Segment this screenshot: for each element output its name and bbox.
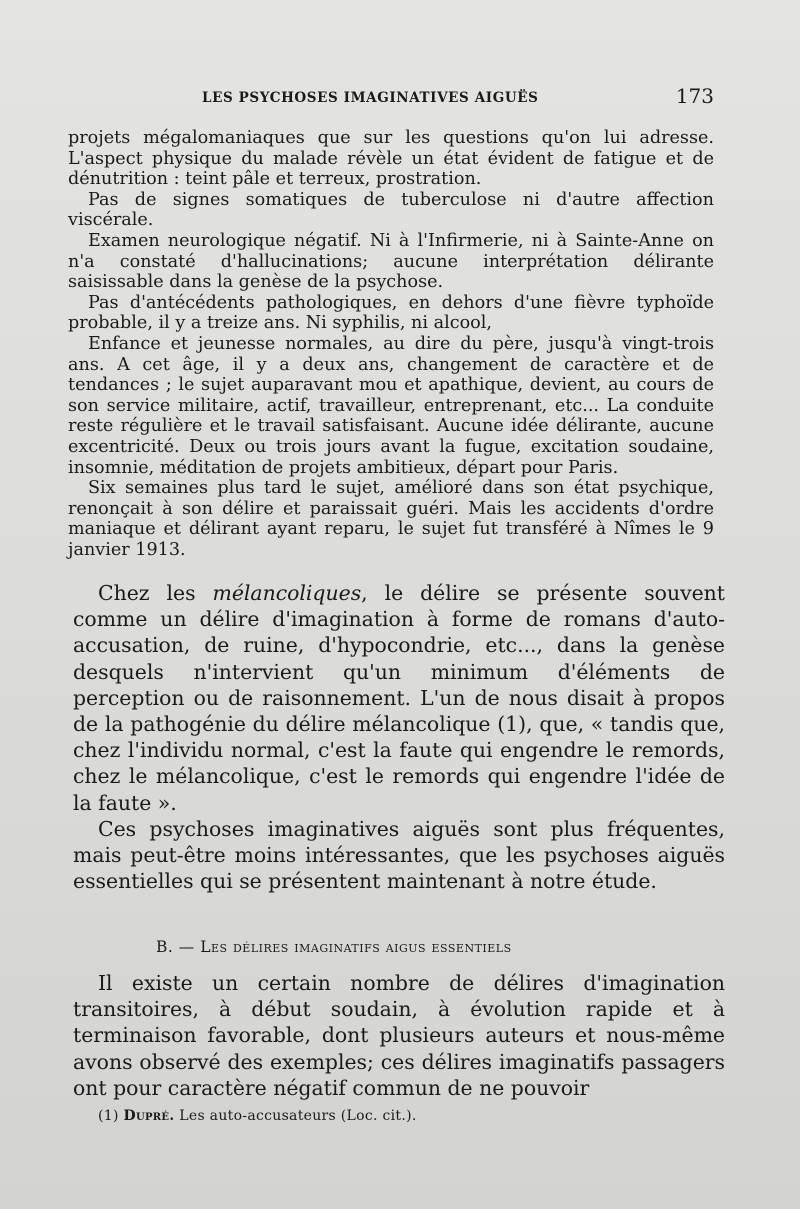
- melancholic-text-rest: , le délire se présente souvent comme un délire d'imagination à forme de romans d'auto-accusation, de ruine, d'hypocondrie, etc..., dans la genèse desquels n'intervient qu'un minimum d'éléments de perception ou de raisonnement. L'un de nous disait à propos de la pathogénie du délire mélancolique (1), que, « tandis que, chez l'individu normal, c'est la faute qui engendre le remords, chez le mélancolique, c'est le remords qui engendre l'idée de la faute ».: [73, 581, 725, 815]
- case-observation-text: [68, 128, 714, 560]
- case-paragraph-4: Pas d'antécédents pathologiques, en dehors d'une fièvre typhoïde probable, il y a treize ans. Ni syphilis, ni alcool,: [68, 292, 714, 334]
- section-letter: B.: [156, 938, 174, 956]
- section-title: Les délires imaginatifs aigus essentiels: [200, 938, 512, 956]
- case-paragraph-6: Six semaines plus tard le sujet, amélioré dans son état psychique, renonçait à son délire et paraissait guéri. Mais les accidents d'ordre maniaque et délirant ayant reparu, le sujet fut transféré à Nîmes le 9 janvier 1913.: [68, 478, 714, 560]
- main-text: [73, 580, 725, 894]
- case-paragraph-2: Pas de signes somatiques de tuberculose ni d'autre affection viscérale.: [68, 189, 714, 231]
- frequency-paragraph: Ces psychoses imaginatives aiguës sont plus fréquentes, mais peut-être moins intéressantes, que les psychoses aiguës essentielles qui se présentent maintenant à notre étude.: [73, 816, 725, 894]
- melancholic-paragraph: [73, 580, 725, 816]
- page-number: 173: [675, 84, 714, 108]
- section-dash: —: [178, 938, 195, 956]
- melancholic-text-start: Chez les: [98, 581, 213, 605]
- footnote-marker: (1): [98, 1108, 119, 1124]
- case-paragraph-5: Enfance et jeunesse normales, au dire du père, jusqu'à vingt-trois ans. A cet âge, il y a deux ans, changement de caractère et de tendances ; le sujet auparavant mou et apathique, devient, au cours de son service militaire, actif, travailleur, entreprenant, etc... La conduite reste régulière et le travail satisfaisant. Aucune idée délirante, aucune excentricité. Deux ou trois jours avant la fugue, excitation soudaine, insomnie, méditation de projets ambitieux, départ pour Paris.: [68, 333, 714, 478]
- section-text: [73, 970, 725, 1101]
- footnote: [98, 1108, 417, 1124]
- case-paragraph-1: projets mégalomaniaques que sur les questions qu'on lui adresse. L'aspect physique du malade révèle un état évident de fatigue et de dénutrition : teint pâle et terreux, prostration.: [68, 128, 714, 190]
- case-paragraph-3: Examen neurologique négatif. Ni à l'Infirmerie, ni à Sainte-Anne on n'a constaté d'hallucinations; aucune interprétation délirante saisissable dans la genèse de la psychose.: [68, 230, 714, 293]
- running-title: LES PSYCHOSES IMAGINATIVES AIGUËS: [202, 90, 539, 106]
- melancholic-term: mélancoliques: [212, 581, 362, 605]
- footnote-text: Les auto-accusateurs (Loc. cit.).: [179, 1108, 417, 1124]
- footnote-author: Dupré.: [123, 1108, 175, 1124]
- section-heading: [156, 938, 512, 956]
- section-paragraph: Il existe un certain nombre de délires d'imagination transitoires, à début soudain, à évolution rapide et à terminaison favorable, dont plusieurs auteurs et nous-même avons observé des exemples; ces délires imaginatifs passagers ont pour caractère négatif commun de ne pouvoir: [73, 971, 725, 1100]
